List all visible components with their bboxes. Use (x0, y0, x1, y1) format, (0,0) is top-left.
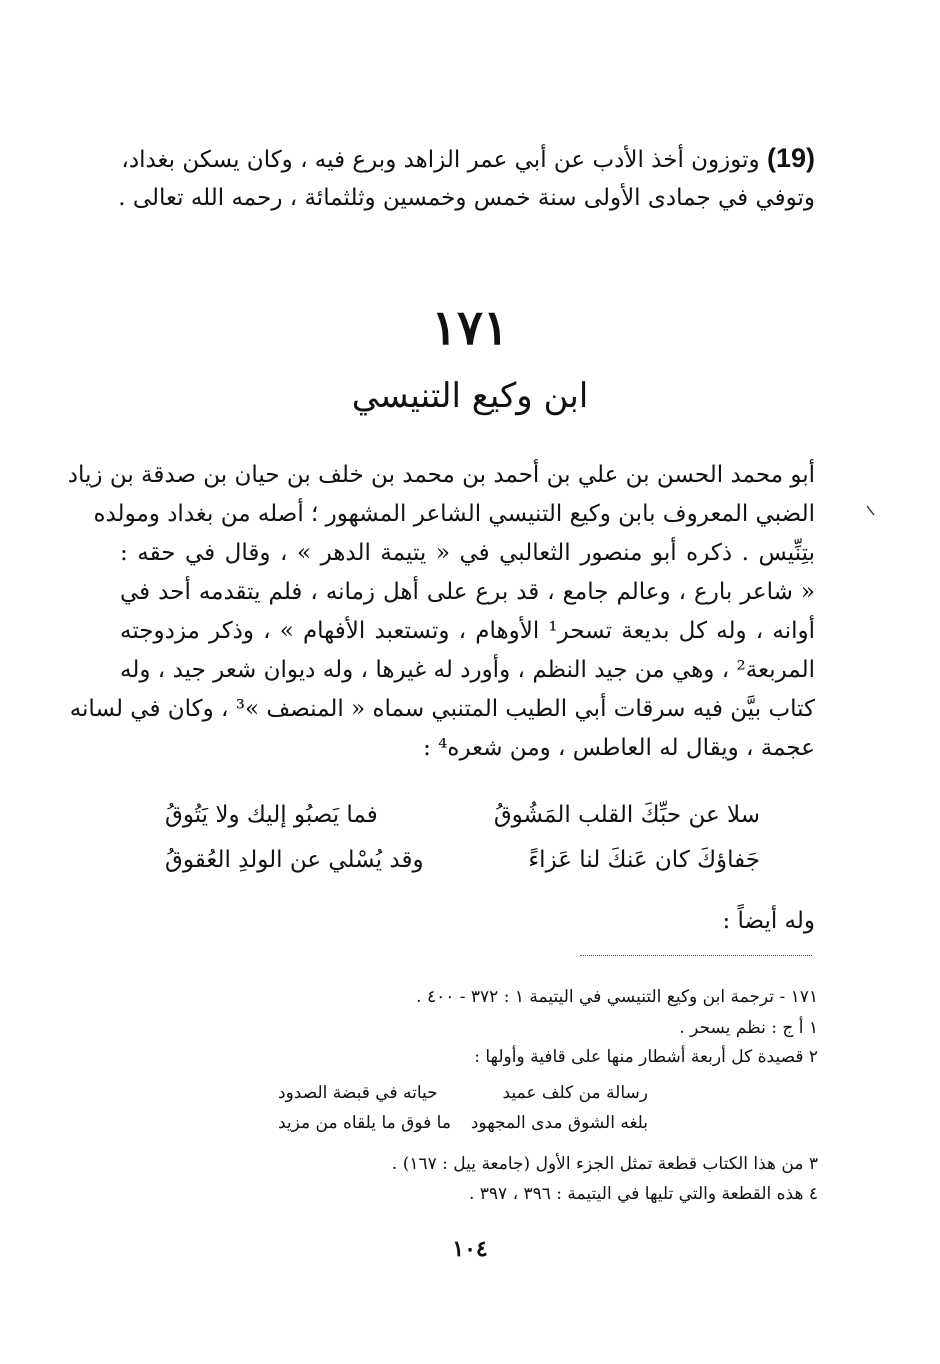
body-line: « شاعر بارع ، وعالم جامع ، قد برع على أهل زمانه ، فلم يتقدمه أحد في (120, 579, 815, 605)
footnote-verse-2-second: ما فوق ما يلقاه من مزيد (278, 1113, 451, 1133)
verse-2-second-hemistich: وقد يُسْلي عن الولدِ العُقوقُ (165, 847, 424, 873)
footnote-3: ٣ من هذا الكتاب قطعة تمثل الجزء الأول (جامعة ييل : ١٦٧) . (391, 1154, 818, 1174)
continuation-line-1 (115, 140, 815, 178)
entry-title: ابن وكيع التنيسي (351, 376, 589, 416)
footnote-main: ١٧١ - ترجمة ابن وكيع التنيسي في اليتيمة ١ : ٣٧٢ - ٤٠٠ . (416, 987, 818, 1007)
margin-mark (866, 505, 876, 517)
footnote-4: ٤ هذه القطعة والتي تليها في اليتيمة : ٣٩٦ ، ٣٩٧ . (468, 1184, 818, 1204)
verse-1-first-hemistich: سلا عن حبِّكَ القلب المَشُوقُ (493, 802, 760, 828)
footnote-verse-1-first: رسالة من كلف عميد (502, 1083, 648, 1103)
footnote-separator (580, 955, 812, 956)
poem-continuation: وله أيضاً : (722, 908, 815, 934)
body-line: عجمة ، ويقال له العاطس ، ومن شعره⁴ : (423, 735, 815, 761)
footnote-1: ١ أ ج : نظم يسحر . (679, 1018, 818, 1038)
footnote-verse-2-first: بلغه الشوق مدى المجهود (470, 1113, 648, 1133)
footnote-verse-1-second: حياته في قبضة الصدود (278, 1083, 438, 1103)
body-line: المربعة² ، وهي من جيد النظم ، وأورد له غيرها ، وله ديوان شعر جيد ، وله (120, 657, 815, 683)
continuation-line-2: وتوفي في جمادى الأولى سنة خمس وخمسين وثلثمائة ، رحمه الله تعالى . (118, 185, 815, 211)
verse-2-first-hemistich: جَفاؤكَ كان عَنكَ لنا عَزاءً (528, 847, 760, 873)
entry-number: ١٧١ (431, 300, 509, 356)
footnote-2: ٢ قصيدة كل أربعة أشطار منها على قافية وأولها : (474, 1047, 818, 1067)
body-line: كتاب بيَّن فيه سرقات أبي الطيب المتنبي سماه « المنصف »³ ، وكان في لسانه (69, 696, 815, 722)
verse-1-second-hemistich: فما يَصبُو إليك ولا يَتُوقُ (165, 802, 378, 828)
page-number: ١٠٤ (452, 1236, 488, 1262)
continuation-text-1: وتوزون أخذ الأدب عن أبي عمر الزاهد وبرع فيه ، وكان يسكن بغداد، (121, 147, 760, 173)
body-line: الضبي المعروف بابن وكيع التنيسي الشاعر المشهور ؛ أصله من بغداد ومولده (93, 501, 815, 527)
body-line: بتِنِّيس . ذكره أبو منصور الثعالبي في « يتيمة الدهر » ، وقال في حقه : (120, 540, 815, 566)
reference-badge: (19) (766, 143, 815, 173)
body-line: أوانه ، وله كل بديعة تسحر¹ الأوهام ، وتستعبد الأفهام » ، وذكر مزدوجته (120, 618, 815, 644)
body-line: أبو محمد الحسن بن علي بن أحمد بن محمد بن خلف بن حيان بن صدقة بن زياد (67, 462, 815, 488)
